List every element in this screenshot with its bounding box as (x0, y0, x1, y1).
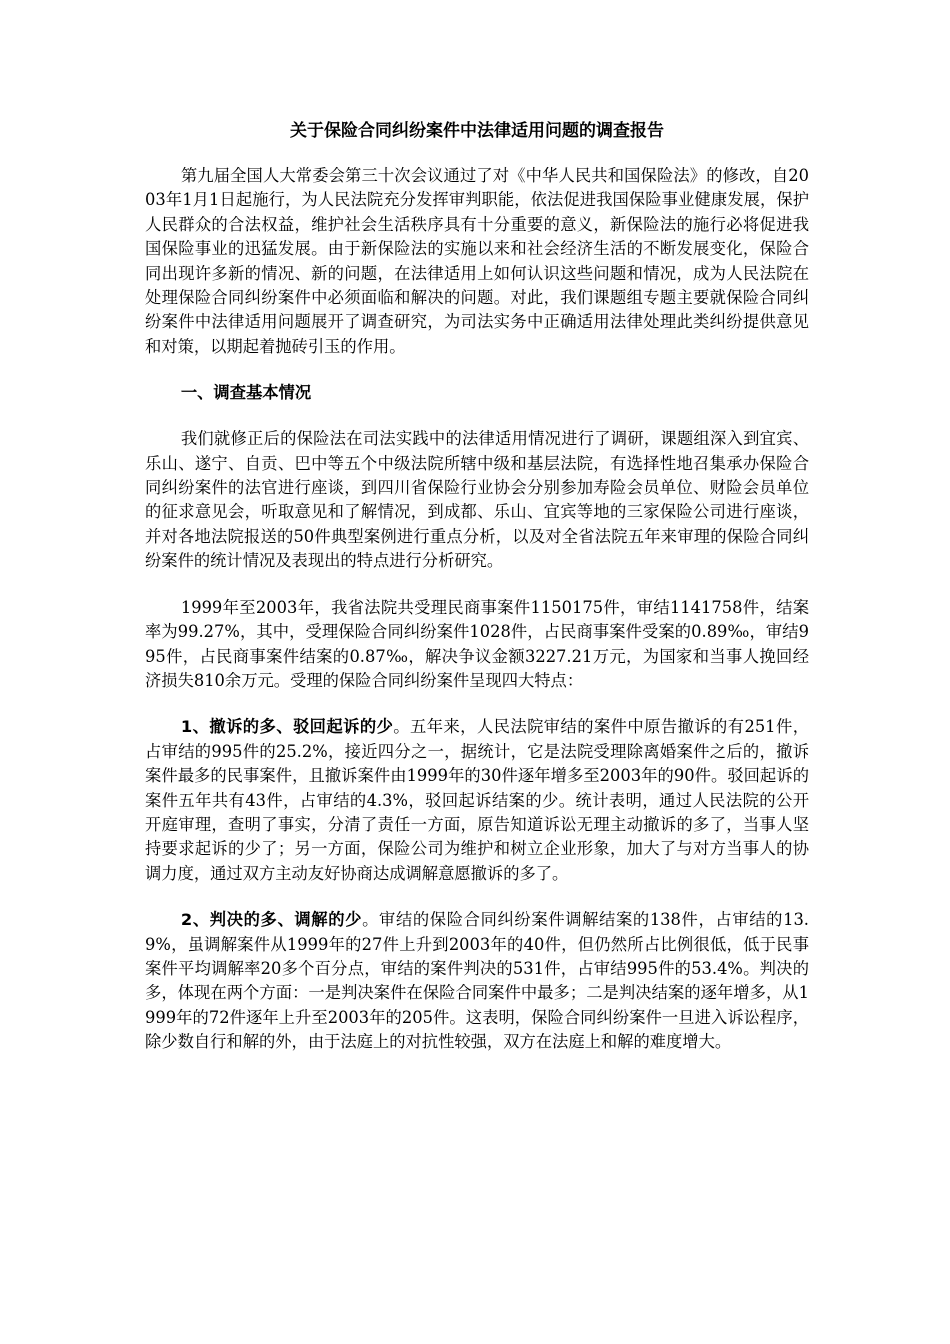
point-1-lead: 1、撤诉的多、驳回起诉的少 (180, 717, 394, 737)
document-page (145, 118, 809, 1055)
section-heading: 一、调查基本情况 (180, 383, 312, 403)
point-2-lead: 2、判决的多、调解的少 (180, 910, 363, 930)
point-1-paragraph (145, 715, 809, 886)
point-1-body: 。五年来，人民法院审结的案件中原告撤诉的有251件，占审结的995件的25.2%，接近四分之一，据统计，它是法院受理除离婚案件之后的，撤诉案件最多的民事案件，且撤诉案件由1999年的30件逐年增多至2003年的90件。驳回起诉的案件五年共有43件，占审结的4.3%，驳回起诉结案的少。统计表明，通过人民法院的公开开庭审理，查明了事实，分清了责任一方面，原告知道诉讼无理主动撤诉的多了，当事人坚持要求起诉的少了；另一方面，保险公司为维护和树立企业形象，加大了与对方当事人的协调力度，通过双方主动友好协商达成调解意愿撤诉的多了。 (145, 717, 809, 883)
point-2-paragraph (145, 908, 809, 1054)
document-title: 关于保险合同纠纷案件中法律适用问题的调查报告 (290, 121, 664, 141)
survey-paragraph: 我们就修正后的保险法在司法实践中的法律适用情况进行了调研，课题组深入到宜宾、乐山、遂宁、自贡、巴中等五个中级法院所辖中级和基层法院，有选择性地召集承办保险合同纠纷案件的法官进行座谈，到四川省保险行业协会分别参加寿险会员单位、财险会员单位的征求意见会，听取意见和了解情况，到成都、乐山、宜宾等地的三家保险公司进行座谈，并对各地法院报送的50件典型案例进行重点分析，以及对全省法院五年来审理的保险合同纠纷案件的统计情况及表现出的特点进行分析研究。 (145, 429, 809, 571)
point-2-body: 。审结的保险合同纠纷案件调解结案的138件，占审结的13.9%，虽调解案件从1999年的27件上升到2003年的40件，但仍然所占比例很低，低于民事案件平均调解率20多个百分点，审结的案件判决的531件，占审结995件的53.4%。判决的多，体现在两个方面：一是判决案件在保险合同案件中最多；二是判决结案的逐年增多，从1999年的72件逐年上升至2003年的205件。这表明，保险合同纠纷案件一旦进入诉讼程序，除少数自行和解的外，由于法庭上的对抗性较强，双方在法庭上和解的难度增大。 (145, 910, 809, 1052)
intro-paragraph: 第九届全国人大常委会第三十次会议通过了对《中华人民共和国保险法》的修改，自2003年1月1日起施行，为人民法院充分发挥审判职能，依法促进我国保险事业健康发展，保护人民群众的合法权益，维护社会生活秩序具有十分重要的意义，新保险法的施行必将促进我国保险事业的迅猛发展。由于新保险法的实施以来和社会经济生活的不断发展变化，保险合同出现许多新的情况、新的问题，在法律适用上如何认识这些问题和情况，成为人民法院在处理保险合同纠纷案件中必须面临和解决的问题。对此，我们课题组专题主要就保险合同纠纷案件中法律适用问题展开了调查研究，为司法实务中正确适用法律处理此类纠纷提供意见和对策，以期起着抛砖引玉的作用。 (145, 166, 809, 356)
statistics-paragraph: 1999年至2003年，我省法院共受理民商事案件1150175件，审结1141758件，结案率为99.27%，其中，受理保险合同纠纷案件1028件，占民商事案件受案的0.89‰，审结995件，占民商事案件结案的0.87‰，解决争议金额3227.21万元，为国家和当事人挽回经济损失810余万元。受理的保险合同纠纷案件呈现四大特点： (145, 597, 809, 690)
